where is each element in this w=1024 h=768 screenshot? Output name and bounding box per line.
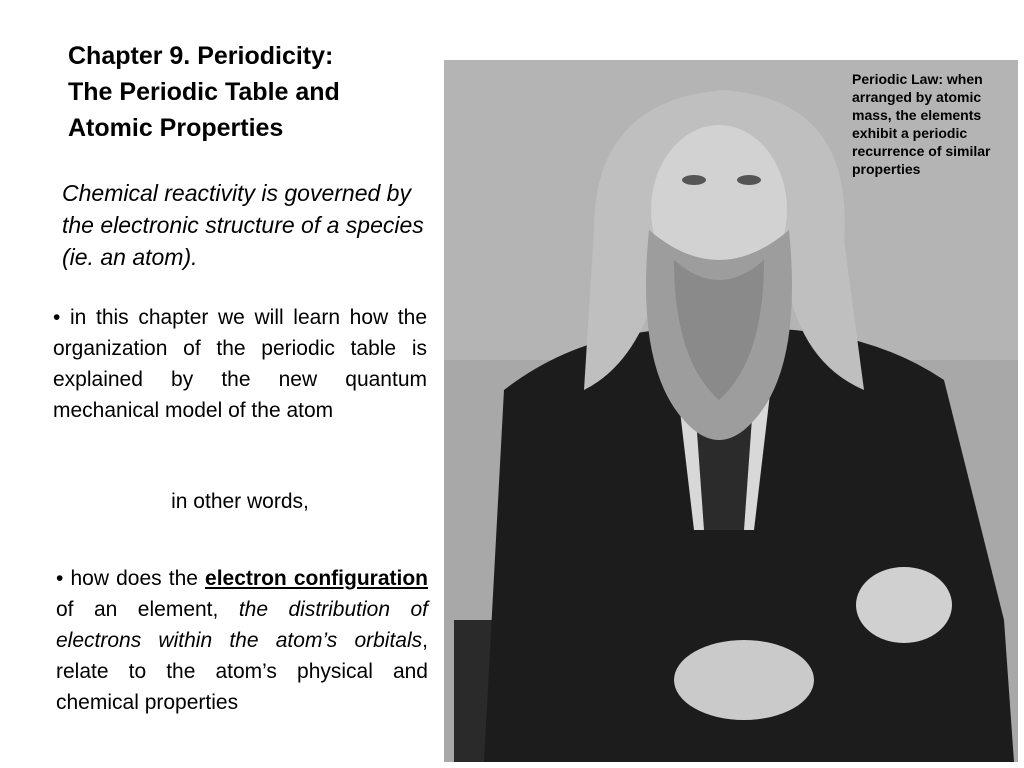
bullet-lead-text: how does the xyxy=(70,567,206,590)
periodic-law-caption: Periodic Law: when arranged by atomic mass, the elements exhibit a periodic recurrence of similar properties xyxy=(852,71,991,177)
bullet-mid-text: of an element, xyxy=(56,598,239,621)
bullet-point-question xyxy=(56,563,428,718)
transition-text: in other words, xyxy=(171,490,309,513)
key-term-electron-configuration: electron configuration xyxy=(205,567,428,590)
bullet-tail-text: , relate to the atom’s physical and chemical properties xyxy=(56,629,428,714)
bullet-marker: • xyxy=(56,567,64,590)
title-line-1: Chapter 9. Periodicity: xyxy=(68,42,334,70)
bullet-point-chapter xyxy=(53,302,427,426)
title-line-3: Atomic Properties xyxy=(68,114,284,142)
slide-subtitle: Chemical reactivity is governed by the electronic structure of a species (ie. an atom). xyxy=(62,180,424,270)
bullet-text: in this chapter we will learn how the organization of the periodic table is explained by the new quantum mechanical model of the atom xyxy=(53,306,427,422)
slide-title xyxy=(68,38,408,146)
bullet-marker: • xyxy=(53,306,61,329)
italic-definition: the distribution of electrons within the atom’s orbitals xyxy=(56,598,428,652)
title-line-2: The Periodic Table and xyxy=(68,78,340,106)
